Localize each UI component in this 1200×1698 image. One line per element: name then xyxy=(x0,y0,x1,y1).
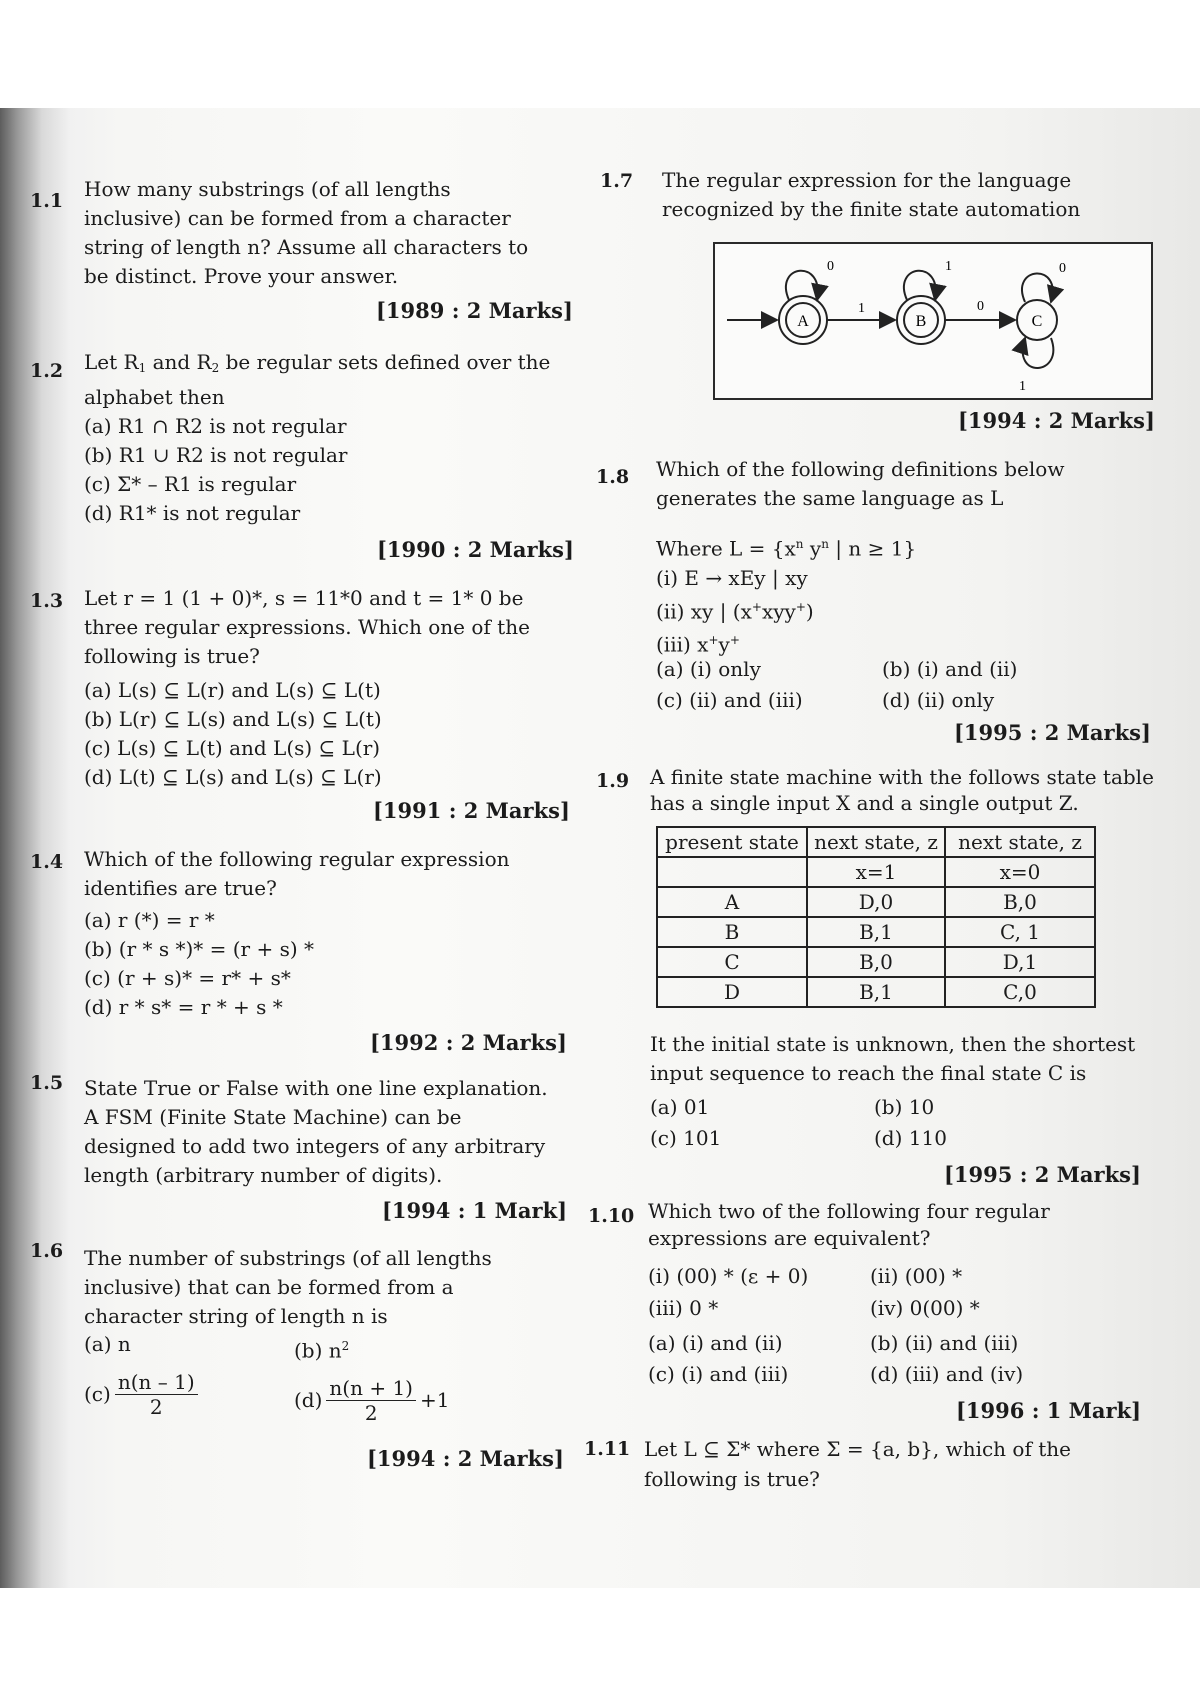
header-cell: x=0 xyxy=(945,857,1095,887)
definition-list xyxy=(656,530,1146,660)
question-number: 1.10 xyxy=(588,1205,635,1227)
header-cell xyxy=(657,857,807,887)
option-a: (a) (i) only xyxy=(656,657,761,681)
header-cell: next state, z xyxy=(945,827,1095,857)
edge-b-c-label: 0 xyxy=(977,299,984,314)
fraction: $\frac{n(n - 1)}{2}$ xyxy=(115,1370,198,1419)
loop-c-top-label: 0 xyxy=(1059,261,1066,276)
definition-iii: (iii) x+y+ xyxy=(656,632,740,657)
state-c-label: C xyxy=(1031,313,1043,330)
question-text: Let L ⊆ Σ* where Σ = {a, b}, which of the following is true? xyxy=(644,1437,1071,1491)
table-row xyxy=(657,947,1095,977)
option-b: (b) L(r) ⊆ L(s) and L(s) ⊆ L(t) xyxy=(84,707,382,731)
option-a: (a) r (*) = r * xyxy=(84,908,215,932)
question-text: The number of substrings (of all lengths inclusive) that can be formed from a character string of length n is xyxy=(84,1246,492,1328)
question-text: How many substrings (of all lengths inclusive) can be formed from a character string of length n? Assume all characters to be distinct. Prove your answer. xyxy=(84,177,529,288)
question-text: A finite state machine with the follows state table has a single input X and a single output Z. xyxy=(650,765,1154,815)
loop-b-label: 1 xyxy=(945,259,952,274)
option-b: (b) $n^2$ xyxy=(294,1338,350,1363)
marks-label: [1990 : 2 Marks] xyxy=(377,537,574,562)
state-a-label: A xyxy=(797,313,809,330)
question-text: The regular expression for the language recognized by the finite state automation xyxy=(662,168,1081,221)
option-c: (c) (i) and (iii) xyxy=(648,1362,789,1386)
question-number: 1.2 xyxy=(30,360,64,382)
fsm-diagram xyxy=(713,242,1153,400)
marks-label: [1994 : 1 Mark] xyxy=(382,1198,568,1223)
option-b: (b) (i) and (ii) xyxy=(882,657,1018,681)
option-c: (c) L(s) ⊆ L(t) and L(s) ⊆ L(r) xyxy=(84,736,381,760)
marks-label: [1989 : 2 Marks] xyxy=(376,298,573,323)
options-row-2 xyxy=(650,1124,1130,1153)
table-row xyxy=(657,887,1095,917)
expr-row-2 xyxy=(648,1294,1148,1323)
option-c: (c) (r + s)* = r* + s* xyxy=(84,966,291,990)
marks-label: [1995 : 2 Marks] xyxy=(944,1162,1141,1187)
expression-i: (i) (00) * (ε + 0) xyxy=(648,1264,809,1288)
question-number: 1.9 xyxy=(596,770,630,792)
definition-i: (i) E → xEy | xy xyxy=(656,565,808,590)
marks-label: [1994 : 2 Marks] xyxy=(958,408,1155,433)
option-b: (b) (ii) and (iii) xyxy=(870,1331,1019,1355)
option-d: (d) 110 xyxy=(874,1126,947,1150)
table-row xyxy=(657,977,1095,1007)
option-c: (c) Σ* – R1 is regular xyxy=(84,472,297,496)
options-row-2 xyxy=(648,1360,1148,1389)
option-a: (a) n xyxy=(84,1332,131,1356)
table-cell: D,0 xyxy=(807,887,945,917)
question-number: 1.4 xyxy=(30,851,64,873)
question-number: 1.11 xyxy=(584,1438,631,1460)
option-list xyxy=(84,412,544,528)
table-cell: C,0 xyxy=(945,977,1095,1007)
marks-label: [1994 : 2 Marks] xyxy=(367,1446,564,1471)
loop-c-top xyxy=(1022,273,1053,302)
options-row-1 xyxy=(650,1093,1130,1122)
question-text: Let r = 1 (1 + 0)*, s = 11*0 and t = 1* 0 be three regular expressions. Which one of the following is true? xyxy=(84,586,530,668)
option-c: (c) $\frac{n(n - 1)}{2}$ xyxy=(84,1370,284,1419)
table-cell: C xyxy=(657,947,807,977)
question-text: Which of the following regular expression identifies are true? xyxy=(84,847,510,900)
option-c: (c) 101 xyxy=(650,1126,722,1150)
expression-ii: (ii) (00) * xyxy=(870,1264,963,1288)
header-cell: present state xyxy=(657,827,807,857)
question-number: 1.3 xyxy=(30,590,64,612)
table-cell: D xyxy=(657,977,807,1007)
question-text: Which two of the following four regular expressions are equivalent? xyxy=(648,1199,1050,1250)
table-cell: B xyxy=(657,917,807,947)
question-number: 1.1 xyxy=(30,190,64,212)
option-list xyxy=(84,676,544,792)
option-a: (a) R1 ∩ R2 is not regular xyxy=(84,414,347,438)
option-b: (b) (r * s *)* = (r + s) * xyxy=(84,937,314,961)
option-d: (d) (iii) and (iv) xyxy=(870,1362,1024,1386)
table-cell: D,1 xyxy=(945,947,1095,977)
options-row-2 xyxy=(656,686,1136,715)
options-row-1 xyxy=(656,655,1136,684)
option-d: (d) r * s* = r * + s * xyxy=(84,995,283,1019)
option-c: (c) (ii) and (iii) xyxy=(656,688,803,712)
option-a: (a) L(s) ⊆ L(r) and L(s) ⊆ L(t) xyxy=(84,678,381,702)
option-b: (b) 10 xyxy=(874,1095,935,1119)
option-a: (a) (i) and (ii) xyxy=(648,1331,783,1355)
header-cell: next state, z xyxy=(807,827,945,857)
question-followup: It the initial state is unknown, then the shortest input sequence to reach the final state C is xyxy=(650,1032,1136,1085)
option-d: (d) R1* is not regular xyxy=(84,501,301,525)
edge-a-b-label: 1 xyxy=(858,301,865,316)
definition-ii: (ii) xy | (x+xyy+) xyxy=(656,599,814,624)
table-cell: B,1 xyxy=(807,917,945,947)
expression-iii: (iii) 0 * xyxy=(648,1296,719,1320)
question-text: State True or False with one line explanation. A FSM (Finite State Machine) can be designed to add two integers of any arbitrary length (arbitrary number of digits). xyxy=(84,1076,548,1187)
question-number: 1.7 xyxy=(600,170,634,192)
option-d: (d) $\frac{n(n + 1)}{2}$ +1 xyxy=(294,1376,450,1425)
marks-label: [1996 : 1 Mark] xyxy=(956,1398,1142,1423)
table-cell: B,1 xyxy=(807,977,945,1007)
question-text: Let $R_1$ and $R_2$ be regular sets defined over the alphabet then xyxy=(84,350,551,409)
state-b-label: B xyxy=(915,313,927,330)
language-definition: Where $L = \{x^n$ $y^n$ | n ≥ 1} xyxy=(656,536,917,561)
table-row xyxy=(657,917,1095,947)
loop-c-bottom-label: 1 xyxy=(1019,379,1026,394)
state-table xyxy=(656,826,1096,1008)
marks-label: [1991 : 2 Marks] xyxy=(373,798,570,823)
marks-label: [1992 : 2 Marks] xyxy=(370,1030,567,1055)
options-row-1 xyxy=(648,1329,1148,1358)
question-number: 1.6 xyxy=(30,1240,64,1262)
loop-c-bottom xyxy=(1023,338,1054,368)
loop-a-label: 0 xyxy=(827,259,834,274)
question-number: 1.5 xyxy=(30,1072,64,1094)
fraction: $\frac{n(n + 1)}{2}$ xyxy=(326,1376,416,1425)
table-cell: B,0 xyxy=(945,887,1095,917)
question-number: 1.8 xyxy=(596,466,630,488)
option-a: (a) 01 xyxy=(650,1095,710,1119)
expr-row-1 xyxy=(648,1262,1148,1291)
marks-label: [1995 : 2 Marks] xyxy=(954,720,1151,745)
option-d: (d) (ii) only xyxy=(882,688,995,712)
table-cell: A xyxy=(657,887,807,917)
table-cell: B,0 xyxy=(807,947,945,977)
header-cell: x=1 xyxy=(807,857,945,887)
option-b: (b) R1 ∪ R2 is not regular xyxy=(84,443,348,467)
expression-iv: (iv) 0(00) * xyxy=(870,1296,980,1320)
question-text: Which of the following definitions below generates the same language as L xyxy=(656,457,1065,510)
option-d: (d) L(t) ⊆ L(s) and L(s) ⊆ L(r) xyxy=(84,765,382,789)
option-list xyxy=(84,906,544,1022)
table-cell: C, 1 xyxy=(945,917,1095,947)
state-table-wrap xyxy=(656,826,1096,1008)
fsm-svg xyxy=(715,244,1151,398)
